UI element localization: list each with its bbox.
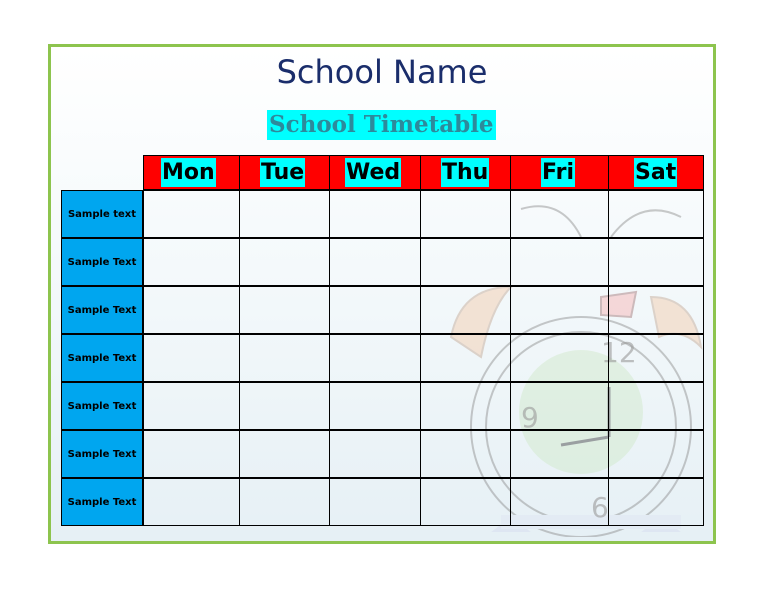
day-label-fri: Fri xyxy=(542,160,575,185)
clock-number-9: 9 xyxy=(521,401,539,434)
cell-thu-row-6 xyxy=(420,430,511,478)
cell-sat-row-2 xyxy=(608,238,704,286)
cell-mon-row-7 xyxy=(143,478,240,526)
day-label-tue: Tue xyxy=(261,160,305,185)
cell-tue-row-5 xyxy=(239,382,330,430)
row-header-6: Sample Text xyxy=(61,430,143,478)
cell-fri-row-2 xyxy=(510,238,609,286)
cell-mon-row-4 xyxy=(143,334,240,382)
cell-thu-row-3 xyxy=(420,286,511,334)
cell-mon-row-1 xyxy=(143,190,240,238)
cell-fri-row-1 xyxy=(510,190,609,238)
school-name: School Name xyxy=(276,53,488,91)
cell-mon-row-2 xyxy=(143,238,240,286)
cell-sat-row-1 xyxy=(608,190,704,238)
day-label-mon: Mon xyxy=(162,160,215,185)
cell-fri-row-3 xyxy=(510,286,609,334)
cell-fri-row-4 xyxy=(510,334,609,382)
row-header-1: Sample text xyxy=(61,190,143,238)
header-cell-sat xyxy=(608,155,704,190)
cell-mon-row-3 xyxy=(143,286,240,334)
cell-sat-row-7 xyxy=(608,478,704,526)
cell-sat-row-4 xyxy=(608,334,704,382)
cell-sat-row-3 xyxy=(608,286,704,334)
timetable-title: School Timetable xyxy=(269,111,494,138)
cell-wed-row-6 xyxy=(329,430,421,478)
header-cell-thu xyxy=(420,155,511,190)
cell-tue-row-1 xyxy=(239,190,330,238)
cell-tue-row-2 xyxy=(239,238,330,286)
cell-thu-row-7 xyxy=(420,478,511,526)
row-header-5: Sample Text xyxy=(61,382,143,430)
cell-sat-row-6 xyxy=(608,430,704,478)
header-cell-tue xyxy=(239,155,330,190)
cell-thu-row-4 xyxy=(420,334,511,382)
cell-thu-row-5 xyxy=(420,382,511,430)
row-header-3: Sample Text xyxy=(61,286,143,334)
clock-number-12: 12 xyxy=(601,336,637,369)
cell-tue-row-4 xyxy=(239,334,330,382)
timetable-page xyxy=(48,44,716,544)
timetable-grid xyxy=(61,155,704,530)
row-header-4: Sample Text xyxy=(61,334,143,382)
cell-fri-row-5 xyxy=(510,382,609,430)
cell-thu-row-1 xyxy=(420,190,511,238)
cell-mon-row-5 xyxy=(143,382,240,430)
header-cell-fri xyxy=(510,155,609,190)
clock-number-6: 6 xyxy=(591,491,609,524)
header-cell-mon xyxy=(143,155,240,190)
cell-fri-row-6 xyxy=(510,430,609,478)
cell-fri-row-7 xyxy=(510,478,609,526)
cell-tue-row-6 xyxy=(239,430,330,478)
day-label-thu: Thu xyxy=(442,160,489,185)
cell-wed-row-3 xyxy=(329,286,421,334)
cell-wed-row-2 xyxy=(329,238,421,286)
cell-wed-row-5 xyxy=(329,382,421,430)
cell-thu-row-2 xyxy=(420,238,511,286)
cell-wed-row-7 xyxy=(329,478,421,526)
cell-tue-row-7 xyxy=(239,478,330,526)
row-header-2: Sample Text xyxy=(61,238,143,286)
header-cell-wed xyxy=(329,155,421,190)
cell-wed-row-4 xyxy=(329,334,421,382)
row-header-7: Sample Text xyxy=(61,478,143,526)
cell-mon-row-6 xyxy=(143,430,240,478)
cell-sat-row-5 xyxy=(608,382,704,430)
cell-wed-row-1 xyxy=(329,190,421,238)
cell-tue-row-3 xyxy=(239,286,330,334)
day-label-sat: Sat xyxy=(635,160,677,185)
day-label-wed: Wed xyxy=(346,160,401,185)
